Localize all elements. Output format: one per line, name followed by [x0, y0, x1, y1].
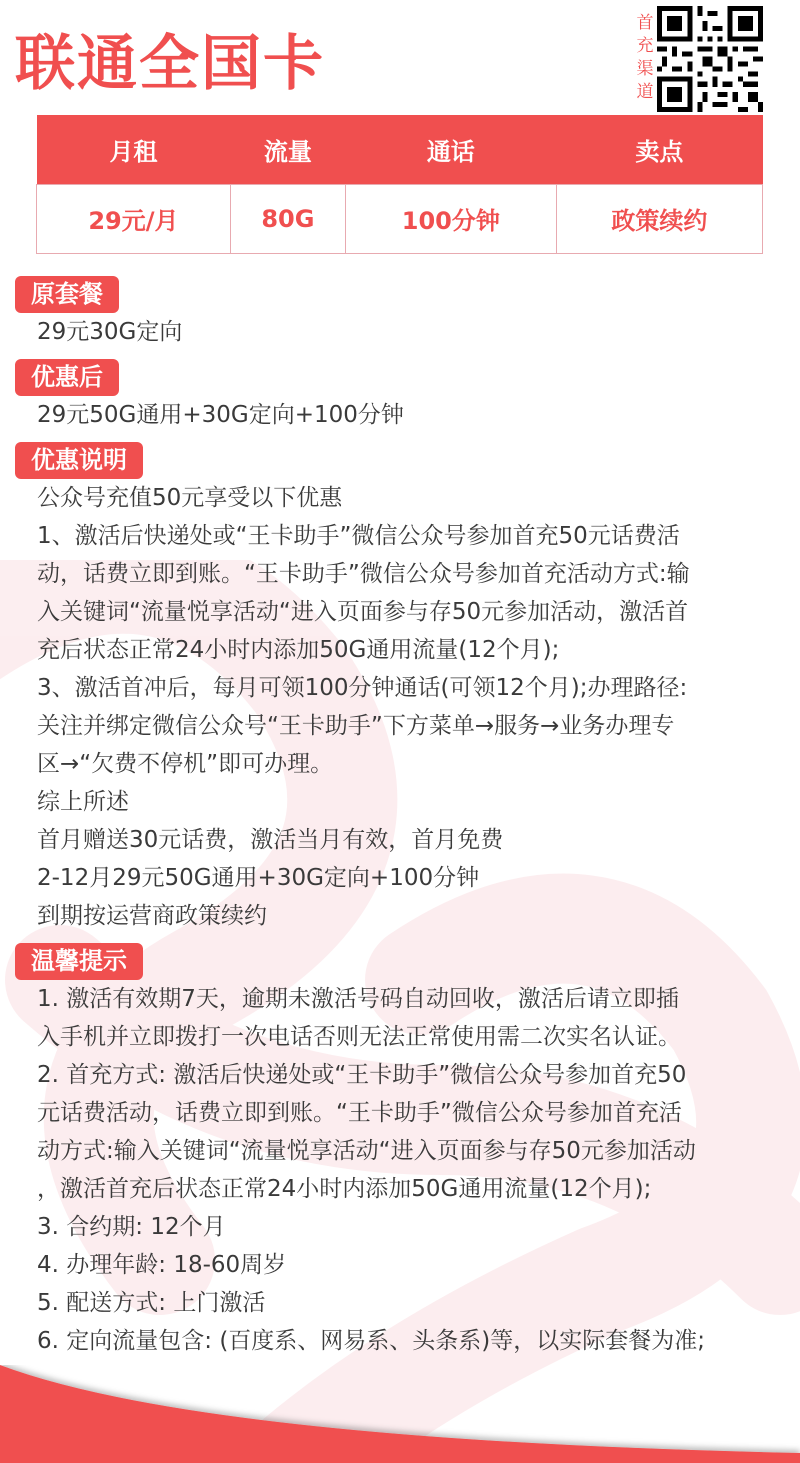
section-discount-description: [0, 442, 800, 935]
text-line: 到期按运营商政策续约: [37, 903, 267, 929]
text-line: 4. 办理年龄: 18-60周岁: [37, 1252, 287, 1278]
section-original-plan: [0, 276, 800, 351]
text-line: 元话费活动，话费立即到账。“王卡助手”微信公众号参加首充活: [37, 1100, 682, 1126]
section-badge: 温馨提示: [15, 943, 143, 980]
text-line: 29元50G通用+30G定向+100分钟: [37, 402, 404, 428]
qr-caption-char: 道: [636, 82, 654, 102]
text-line: 6. 定向流量包含: (百度系、网易系、头条系)等，以实际套餐为准;: [37, 1328, 706, 1354]
plan-details: [0, 276, 800, 1362]
qr-caption: [634, 12, 656, 104]
table-header-row: [37, 115, 763, 184]
text-line: 入关键词“流量悦享活动“进入页面参与存50元参加活动，激活首: [37, 599, 689, 625]
header-calls: 通话: [345, 115, 556, 184]
text-line: 动方式:输入关键词“流量悦享活动“进入页面参与存50元参加活动: [37, 1138, 696, 1164]
text-line: 3、激活首冲后，每月可领100分钟通话(可领12个月);办理路径:: [37, 675, 688, 701]
value-monthly-fee: 29元/月: [37, 184, 231, 253]
table-row: [37, 184, 763, 253]
text-line: 关注并绑定微信公众号“王卡助手”下方菜单→服务→业务办理专: [37, 713, 675, 739]
text-line: 2. 首充方式: 激活后快递处或“王卡助手”微信公众号参加首充50: [37, 1062, 687, 1088]
text-line: 充后状态正常24小时内添加50G通用流量(12个月);: [37, 637, 560, 663]
section-badge: 原套餐: [15, 276, 119, 313]
value-data: 80G: [230, 184, 345, 253]
header-data: 流量: [230, 115, 345, 184]
text-line: 区→“欠费不停机”即可办理。: [37, 751, 334, 777]
plan-spec-table: [36, 115, 763, 254]
page-title: 联通全国卡: [15, 29, 325, 99]
section-tips: [0, 943, 800, 1360]
text-line: 3. 合约期: 12个月: [37, 1214, 226, 1240]
text-line: ，激活首充后状态正常24小时内添加50G通用流量(12个月);: [37, 1176, 652, 1202]
text-line: 29元30G定向: [37, 319, 183, 345]
qr-code-icon[interactable]: [657, 6, 763, 112]
qr-caption-char: 充: [636, 36, 654, 56]
text-line: 1. 激活有效期7天，逾期未激活号码自动回收，激活后请立即插: [37, 986, 679, 1012]
text-line: 综上所述: [37, 789, 129, 815]
value-calls: 100分钟: [345, 184, 556, 253]
header-selling-point: 卖点: [556, 115, 762, 184]
section-discounted-plan: [0, 359, 800, 434]
text-line: 动，话费立即到账。“王卡助手”微信公众号参加首充活动方式:输: [37, 561, 690, 587]
footer-wave-decoration: [0, 1365, 800, 1463]
text-line: 入手机并立即拨打一次电话否则无法正常使用需二次实名认证。: [37, 1024, 681, 1050]
text-line: 首月赠送30元话费，激活当月有效，首月免费: [37, 827, 504, 853]
text-line: 1、激活后快递处或“王卡助手”微信公众号参加首充50元话费活: [37, 523, 680, 549]
section-badge: 优惠说明: [15, 442, 143, 479]
header-monthly-fee: 月租: [37, 115, 231, 184]
section-badge: 优惠后: [15, 359, 119, 396]
text-line: 5. 配送方式: 上门激活: [37, 1290, 266, 1316]
text-line: 公众号充值50元享受以下优惠: [37, 485, 343, 511]
qr-caption-char: 首: [636, 13, 654, 33]
qr-caption-char: 渠: [636, 59, 654, 79]
text-line: 2-12月29元50G通用+30G定向+100分钟: [37, 865, 480, 891]
value-selling-point: 政策续约: [556, 184, 762, 253]
